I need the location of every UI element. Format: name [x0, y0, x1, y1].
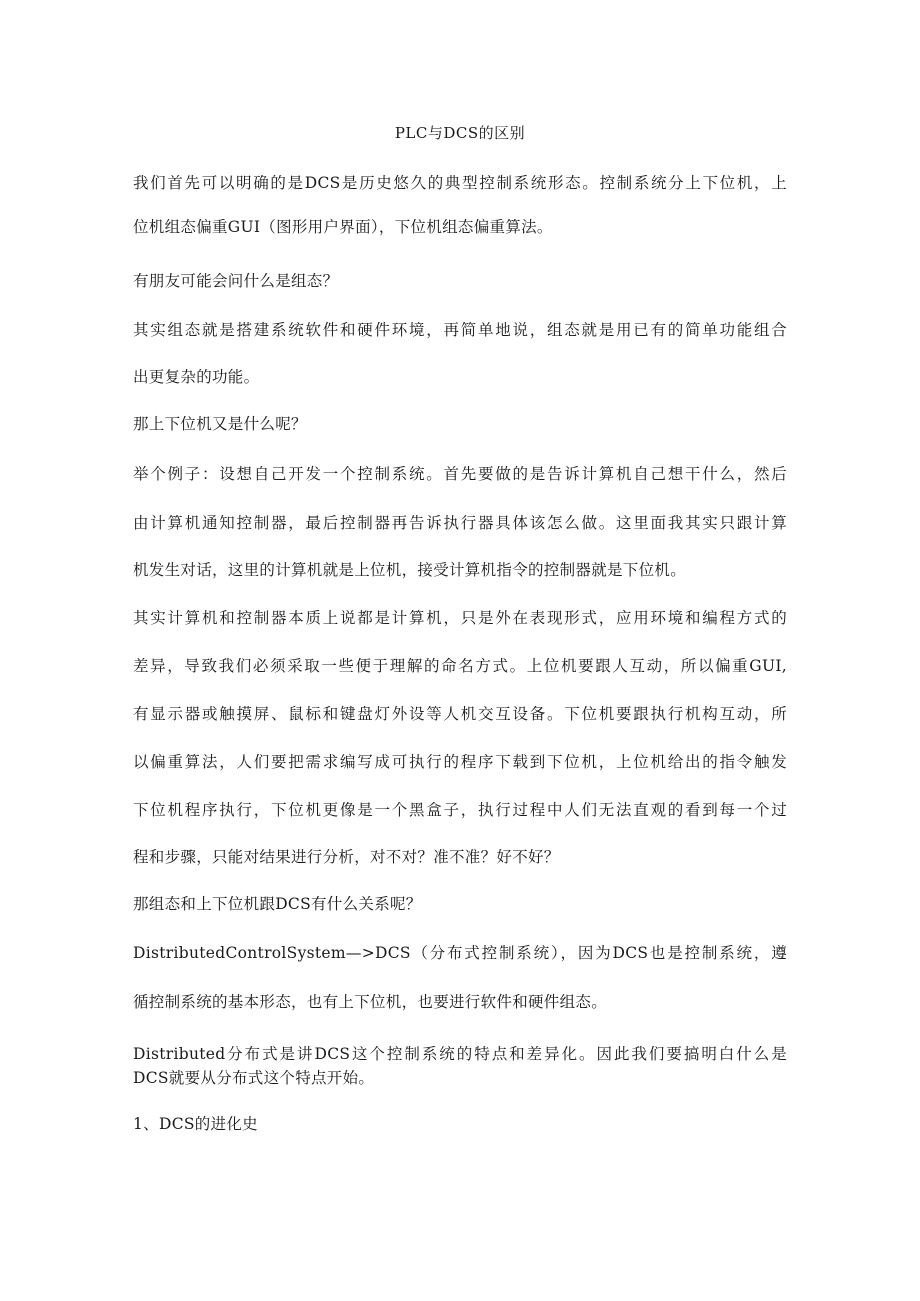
paragraph-line: 有显示器或触摸屏、鼠标和键盘灯外设等人机交互设备。下位机要跟执行机构互动，所 [133, 705, 787, 723]
paragraph-line: 举个例子：设想自己开发一个控制系统。首先要做的是告诉计算机自己想干什么，然后 [133, 465, 787, 483]
paragraph-line: 我们首先可以明确的是DCS是历史悠久的典型控制系统形态。控制系统分上下位机，上 [133, 174, 787, 192]
paragraph-line: 有朋友可能会问什么是组态？ [133, 272, 339, 290]
paragraph-line: 其实组态就是搭建系统软件和硬件环境，再简单地说，组态就是用已有的简单功能组合 [133, 321, 787, 339]
section-heading: 1、DCS的进化史 [133, 1115, 258, 1133]
paragraph-line: DistributedControlSystem—>DCS（分布式控制系统），因为DCS也是控制系统，遵 [133, 944, 787, 962]
paragraph-line: 程和步骤，只能对结果进行分析，对不对？准不准？好不好？ [133, 848, 560, 866]
paragraph-line: 由计算机通知控制器，最后控制器再告诉执行器具体该怎么做。这里面我其实只跟计算 [133, 514, 787, 532]
paragraph-line: 下位机程序执行，下位机更像是一个黑盒子，执行过程中人们无法直观的看到每一个过 [133, 801, 787, 819]
paragraph-line: 循控制系统的基本形态，也有上下位机，也要进行软件和硬件组态。 [133, 993, 608, 1011]
paragraph-line: 那上下位机又是什么呢？ [133, 415, 307, 433]
paragraph-line: 机发生对话，这里的计算机就是上位机，接受计算机指令的控制器就是下位机。 [133, 561, 687, 579]
paragraph-line: 位机组态偏重GUI（图形用户界面），下位机组态偏重算法。 [133, 218, 553, 236]
paragraph-line: 那组态和上下位机跟DCS有什么关系呢？ [133, 895, 422, 913]
paragraph-line: 出更复杂的功能。 [133, 368, 260, 386]
paragraph-line: 以偏重算法，人们要把需求编写成可执行的程序下载到下位机，上位机给出的指令触发 [133, 753, 787, 771]
paragraph-line: DCS就要从分布式这个特点开始。 [133, 1069, 375, 1087]
document-title: PLC与DCS的区别 [394, 124, 526, 142]
paragraph-line: 差异，导致我们必须采取一些便于理解的命名方式。上位机要跟人互动，所以偏重GUI, [133, 657, 787, 675]
paragraph-line: 其实计算机和控制器本质上说都是计算机，只是外在表现形式，应用环境和编程方式的 [133, 609, 787, 627]
paragraph-line: Distributed分布式是讲DCS这个控制系统的特点和差异化。因此我们要搞明白什么是 [133, 1045, 787, 1063]
